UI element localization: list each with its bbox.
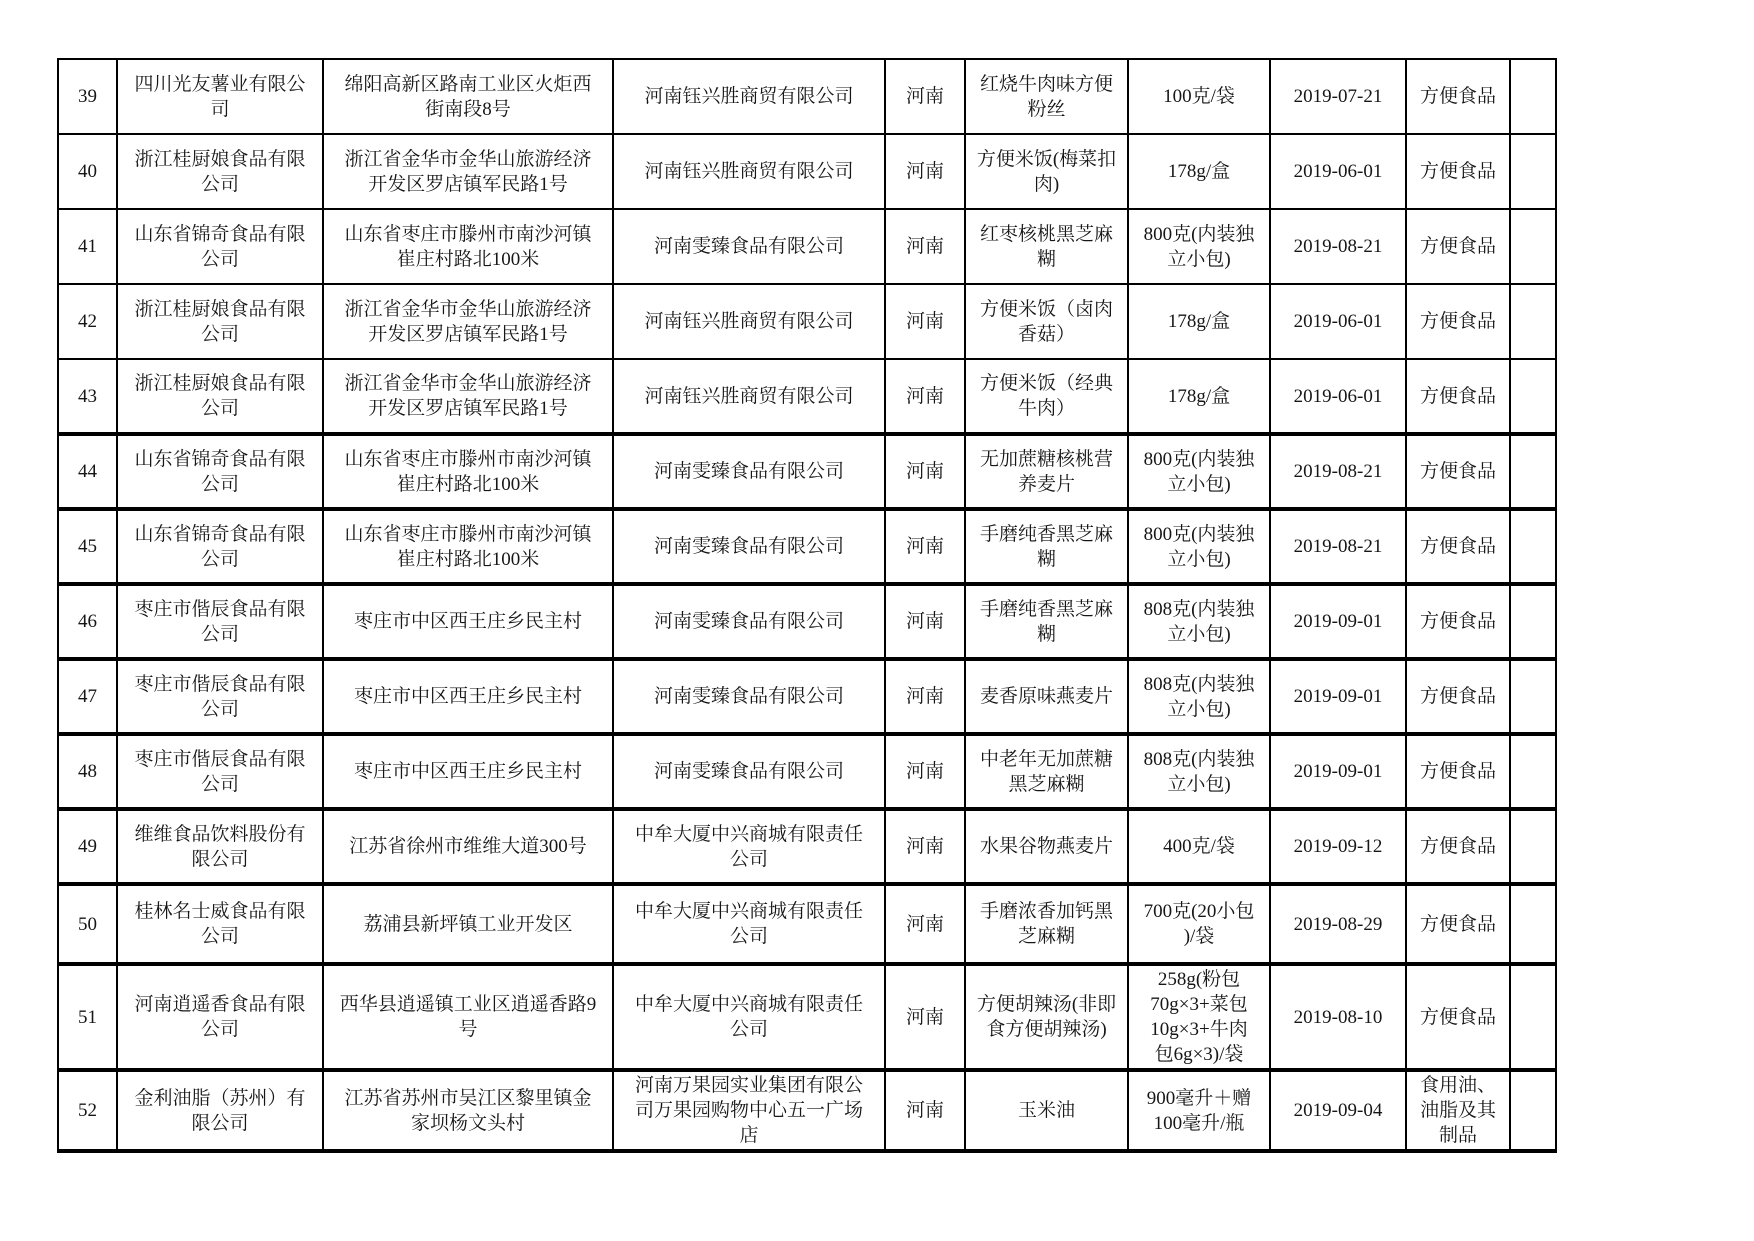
category-cell: 方便食品 — [1406, 809, 1510, 884]
specification-cell: 800克(内装独 立小包) — [1128, 434, 1270, 509]
category-cell: 方便食品 — [1406, 284, 1510, 359]
table-row — [58, 59, 1556, 134]
row-number-cell: 41 — [58, 209, 117, 284]
notes-cell — [1510, 509, 1556, 584]
province-cell: 河南 — [885, 1070, 965, 1151]
row-number-cell: 50 — [58, 884, 117, 964]
manufacturer-name-cell: 枣庄市偕辰食品有限 公司 — [117, 659, 323, 734]
category-cell: 食用油、 油脂及其 制品 — [1406, 1070, 1510, 1151]
date-cell: 2019-08-10 — [1270, 964, 1406, 1070]
manufacturer-address-cell: 枣庄市中区西王庄乡民主村 — [323, 659, 613, 734]
province-cell: 河南 — [885, 59, 965, 134]
date-cell: 2019-08-29 — [1270, 884, 1406, 964]
row-number-cell: 49 — [58, 809, 117, 884]
manufacturer-address-cell: 枣庄市中区西王庄乡民主村 — [323, 584, 613, 659]
table-row — [58, 1070, 1556, 1151]
province-cell: 河南 — [885, 964, 965, 1070]
manufacturer-address-cell: 山东省枣庄市滕州市南沙河镇 崔庄村路北100米 — [323, 434, 613, 509]
notes-cell — [1510, 134, 1556, 209]
seller-name-cell: 河南雯臻食品有限公司 — [613, 734, 885, 809]
specification-cell: 100克/袋 — [1128, 59, 1270, 134]
province-cell: 河南 — [885, 809, 965, 884]
product-name-cell: 水果谷物燕麦片 — [965, 809, 1128, 884]
manufacturer-name-cell: 枣庄市偕辰食品有限 公司 — [117, 584, 323, 659]
row-number-cell: 43 — [58, 359, 117, 434]
province-cell: 河南 — [885, 434, 965, 509]
row-number-cell: 47 — [58, 659, 117, 734]
product-name-cell: 红烧牛肉味方便 粉丝 — [965, 59, 1128, 134]
product-name-cell: 方便胡辣汤(非即 食方便胡辣汤) — [965, 964, 1128, 1070]
manufacturer-address-cell: 枣庄市中区西王庄乡民主村 — [323, 734, 613, 809]
notes-cell — [1510, 734, 1556, 809]
notes-cell — [1510, 884, 1556, 964]
product-name-cell: 无加蔗糖核桃营 养麦片 — [965, 434, 1128, 509]
table-row — [58, 209, 1556, 284]
manufacturer-name-cell: 山东省锦奇食品有限 公司 — [117, 509, 323, 584]
manufacturer-address-cell: 荔浦县新坪镇工业开发区 — [323, 884, 613, 964]
category-cell: 方便食品 — [1406, 434, 1510, 509]
notes-cell — [1510, 584, 1556, 659]
row-number-cell: 45 — [58, 509, 117, 584]
specification-cell: 800克(内装独 立小包) — [1128, 209, 1270, 284]
category-cell: 方便食品 — [1406, 964, 1510, 1070]
date-cell: 2019-08-21 — [1270, 434, 1406, 509]
manufacturer-name-cell: 浙江桂厨娘食品有限 公司 — [117, 284, 323, 359]
manufacturer-address-cell: 江苏省苏州市吴江区黎里镇金 家坝杨文头村 — [323, 1070, 613, 1151]
category-cell: 方便食品 — [1406, 359, 1510, 434]
table-body — [58, 59, 1556, 1151]
product-name-cell: 中老年无加蔗糖 黑芝麻糊 — [965, 734, 1128, 809]
manufacturer-address-cell: 绵阳高新区路南工业区火炬西 街南段8号 — [323, 59, 613, 134]
province-cell: 河南 — [885, 209, 965, 284]
date-cell: 2019-08-21 — [1270, 209, 1406, 284]
specification-cell: 258g(粉包 70g×3+菜包 10g×3+牛肉 包6g×3)/袋 — [1128, 964, 1270, 1070]
seller-name-cell: 河南钰兴胜商贸有限公司 — [613, 59, 885, 134]
manufacturer-name-cell: 浙江桂厨娘食品有限 公司 — [117, 134, 323, 209]
date-cell: 2019-06-01 — [1270, 359, 1406, 434]
seller-name-cell: 河南雯臻食品有限公司 — [613, 584, 885, 659]
row-number-cell: 44 — [58, 434, 117, 509]
category-cell: 方便食品 — [1406, 209, 1510, 284]
table-row — [58, 284, 1556, 359]
date-cell: 2019-09-01 — [1270, 734, 1406, 809]
category-cell: 方便食品 — [1406, 584, 1510, 659]
province-cell: 河南 — [885, 284, 965, 359]
notes-cell — [1510, 964, 1556, 1070]
province-cell: 河南 — [885, 509, 965, 584]
product-name-cell: 手磨浓香加钙黑 芝麻糊 — [965, 884, 1128, 964]
category-cell: 方便食品 — [1406, 509, 1510, 584]
seller-name-cell: 中牟大厦中兴商城有限责任 公司 — [613, 884, 885, 964]
table-row — [58, 509, 1556, 584]
seller-name-cell: 河南雯臻食品有限公司 — [613, 509, 885, 584]
specification-cell: 800克(内装独 立小包) — [1128, 509, 1270, 584]
manufacturer-address-cell: 浙江省金华市金华山旅游经济 开发区罗店镇军民路1号 — [323, 284, 613, 359]
specification-cell: 808克(内装独 立小包) — [1128, 734, 1270, 809]
manufacturer-name-cell: 桂林名士威食品有限 公司 — [117, 884, 323, 964]
specification-cell: 900毫升＋赠 100毫升/瓶 — [1128, 1070, 1270, 1151]
category-cell: 方便食品 — [1406, 659, 1510, 734]
province-cell: 河南 — [885, 659, 965, 734]
manufacturer-address-cell: 浙江省金华市金华山旅游经济 开发区罗店镇军民路1号 — [323, 359, 613, 434]
row-number-cell: 46 — [58, 584, 117, 659]
manufacturer-address-cell: 江苏省徐州市维维大道300号 — [323, 809, 613, 884]
manufacturer-name-cell: 山东省锦奇食品有限 公司 — [117, 434, 323, 509]
seller-name-cell: 河南钰兴胜商贸有限公司 — [613, 284, 885, 359]
notes-cell — [1510, 284, 1556, 359]
notes-cell — [1510, 359, 1556, 434]
specification-cell: 400克/袋 — [1128, 809, 1270, 884]
date-cell: 2019-09-12 — [1270, 809, 1406, 884]
specification-cell: 178g/盒 — [1128, 359, 1270, 434]
notes-cell — [1510, 434, 1556, 509]
table-row — [58, 659, 1556, 734]
date-cell: 2019-08-21 — [1270, 509, 1406, 584]
notes-cell — [1510, 659, 1556, 734]
manufacturer-name-cell: 枣庄市偕辰食品有限 公司 — [117, 734, 323, 809]
row-number-cell: 52 — [58, 1070, 117, 1151]
seller-name-cell: 中牟大厦中兴商城有限责任 公司 — [613, 964, 885, 1070]
table-row — [58, 884, 1556, 964]
manufacturer-name-cell: 四川光友薯业有限公 司 — [117, 59, 323, 134]
category-cell: 方便食品 — [1406, 59, 1510, 134]
date-cell: 2019-07-21 — [1270, 59, 1406, 134]
seller-name-cell: 中牟大厦中兴商城有限责任 公司 — [613, 809, 885, 884]
manufacturer-address-cell: 山东省枣庄市滕州市南沙河镇 崔庄村路北100米 — [323, 509, 613, 584]
province-cell: 河南 — [885, 884, 965, 964]
notes-cell — [1510, 209, 1556, 284]
product-name-cell: 方便米饭(梅菜扣 肉) — [965, 134, 1128, 209]
manufacturer-address-cell: 山东省枣庄市滕州市南沙河镇 崔庄村路北100米 — [323, 209, 613, 284]
category-cell: 方便食品 — [1406, 884, 1510, 964]
row-number-cell: 42 — [58, 284, 117, 359]
date-cell: 2019-09-01 — [1270, 584, 1406, 659]
table-row — [58, 964, 1556, 1070]
table-row — [58, 134, 1556, 209]
manufacturer-address-cell: 西华县逍遥镇工业区逍遥香路9 号 — [323, 964, 613, 1070]
product-name-cell: 红枣核桃黑芝麻 糊 — [965, 209, 1128, 284]
manufacturer-name-cell: 金利油脂（苏州）有 限公司 — [117, 1070, 323, 1151]
seller-name-cell: 河南雯臻食品有限公司 — [613, 209, 885, 284]
manufacturer-name-cell: 山东省锦奇食品有限 公司 — [117, 209, 323, 284]
specification-cell: 178g/盒 — [1128, 134, 1270, 209]
table-row — [58, 359, 1556, 434]
seller-name-cell: 河南雯臻食品有限公司 — [613, 659, 885, 734]
product-name-cell: 手磨纯香黑芝麻 糊 — [965, 509, 1128, 584]
category-cell: 方便食品 — [1406, 134, 1510, 209]
table-row — [58, 734, 1556, 809]
specification-cell: 178g/盒 — [1128, 284, 1270, 359]
province-cell: 河南 — [885, 584, 965, 659]
manufacturer-address-cell: 浙江省金华市金华山旅游经济 开发区罗店镇军民路1号 — [323, 134, 613, 209]
product-name-cell: 麦香原味燕麦片 — [965, 659, 1128, 734]
seller-name-cell: 河南万果园实业集团有限公 司万果园购物中心五一广场 店 — [613, 1070, 885, 1151]
category-cell: 方便食品 — [1406, 734, 1510, 809]
manufacturer-name-cell: 浙江桂厨娘食品有限 公司 — [117, 359, 323, 434]
seller-name-cell: 河南钰兴胜商贸有限公司 — [613, 134, 885, 209]
manufacturer-name-cell: 维维食品饮料股份有 限公司 — [117, 809, 323, 884]
date-cell: 2019-06-01 — [1270, 284, 1406, 359]
province-cell: 河南 — [885, 359, 965, 434]
date-cell: 2019-09-04 — [1270, 1070, 1406, 1151]
table-row — [58, 809, 1556, 884]
notes-cell — [1510, 809, 1556, 884]
specification-cell: 700克(20小包 )/袋 — [1128, 884, 1270, 964]
province-cell: 河南 — [885, 734, 965, 809]
product-name-cell: 方便米饭（卤肉 香菇） — [965, 284, 1128, 359]
seller-name-cell: 河南钰兴胜商贸有限公司 — [613, 359, 885, 434]
specification-cell: 808克(内装独 立小包) — [1128, 584, 1270, 659]
row-number-cell: 39 — [58, 59, 117, 134]
product-name-cell: 手磨纯香黑芝麻 糊 — [965, 584, 1128, 659]
province-cell: 河南 — [885, 134, 965, 209]
specification-cell: 808克(内装独 立小包) — [1128, 659, 1270, 734]
row-number-cell: 48 — [58, 734, 117, 809]
notes-cell — [1510, 59, 1556, 134]
date-cell: 2019-06-01 — [1270, 134, 1406, 209]
seller-name-cell: 河南雯臻食品有限公司 — [613, 434, 885, 509]
manufacturer-name-cell: 河南逍遥香食品有限 公司 — [117, 964, 323, 1070]
row-number-cell: 51 — [58, 964, 117, 1070]
product-name-cell: 玉米油 — [965, 1070, 1128, 1151]
table-row — [58, 434, 1556, 509]
product-name-cell: 方便米饭（经典 牛肉） — [965, 359, 1128, 434]
row-number-cell: 40 — [58, 134, 117, 209]
table-row — [58, 584, 1556, 659]
date-cell: 2019-09-01 — [1270, 659, 1406, 734]
food-sampling-table — [57, 58, 1557, 1153]
notes-cell — [1510, 1070, 1556, 1151]
